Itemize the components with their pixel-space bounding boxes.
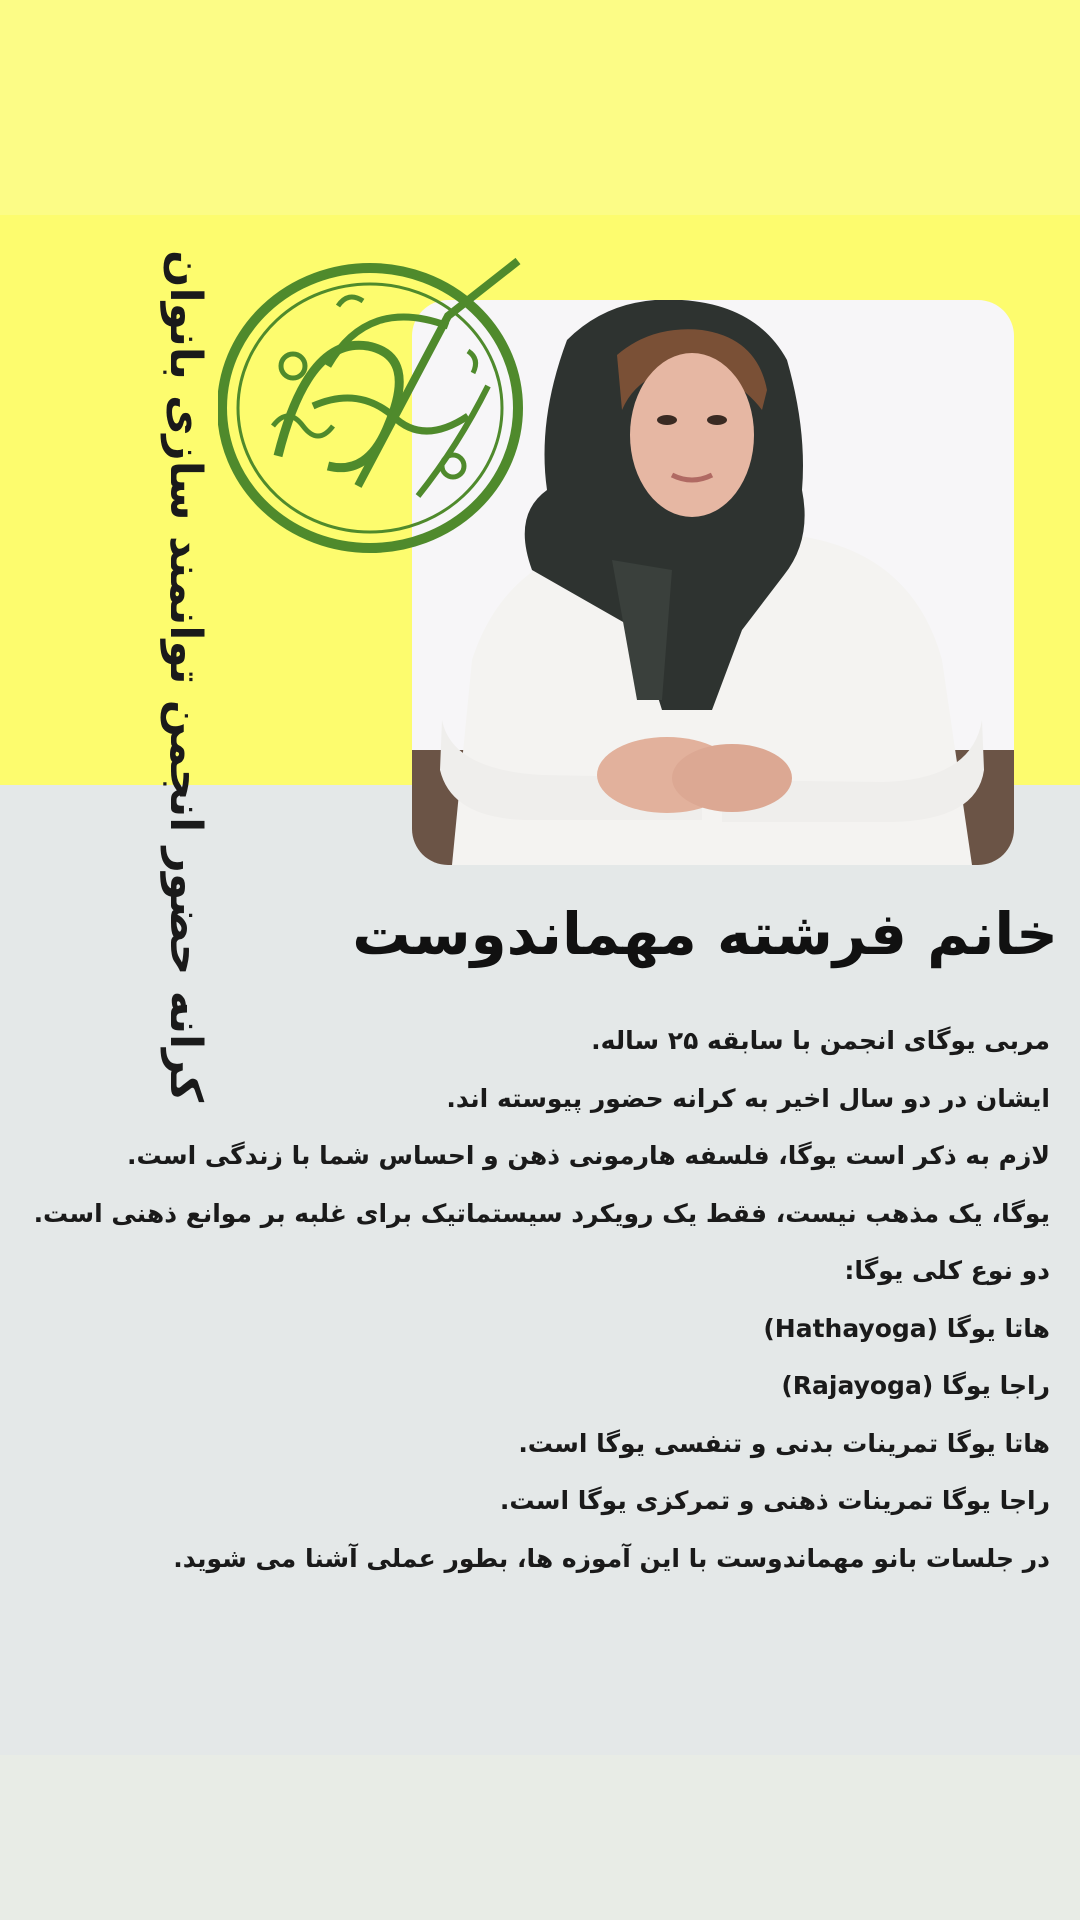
bio-line: راجا یوگا (Rajayoga) <box>781 1371 1050 1400</box>
bio-line: هاتا یوگا (Hathayoga) <box>763 1313 1050 1343</box>
bio-line: مربی یوگای انجمن با سابقه ۲۵ ساله. <box>591 1026 1050 1055</box>
bottom-band <box>0 1755 1080 1920</box>
organization-title: کرانه حضور انجمن توانمند سازی بانوان <box>160 250 211 1103</box>
bio-line: ایشان در دو سال اخیر به کرانه حضور پیوسته اند. <box>446 1083 1050 1113</box>
bio-line: دو نوع کلی یوگا: <box>844 1256 1050 1285</box>
bio-line: یوگا، یک مذهب نیست، فقط یک رویکرد سیستماتیک برای غلبه بر موانع ذهنی است. <box>33 1198 1050 1228</box>
eye-right <box>707 415 727 425</box>
instructor-name: خانم فرشته مهماندوست <box>352 900 1058 968</box>
calligraphy-seal-icon <box>218 256 536 556</box>
top-band <box>0 0 1080 215</box>
bio-line: راجا یوگا تمرینات ذهنی و تمرکزی یوگا است. <box>499 1486 1050 1515</box>
bio-line: هاتا یوگا تمرینات بدنی و تنفسی یوگا است. <box>518 1428 1050 1458</box>
bio-line: در جلسات بانو مهماندوست با این آموزه ها، بطور عملی آشنا می شوید. <box>173 1543 1050 1573</box>
bio-text <box>33 1012 1050 1587</box>
face <box>630 353 754 517</box>
right-hand <box>672 744 792 812</box>
bio-line: لازم به ذکر است یوگا، فلسفه هارمونی ذهن و احساس شما با زندگی است. <box>127 1141 1050 1170</box>
eye-left <box>657 415 677 425</box>
